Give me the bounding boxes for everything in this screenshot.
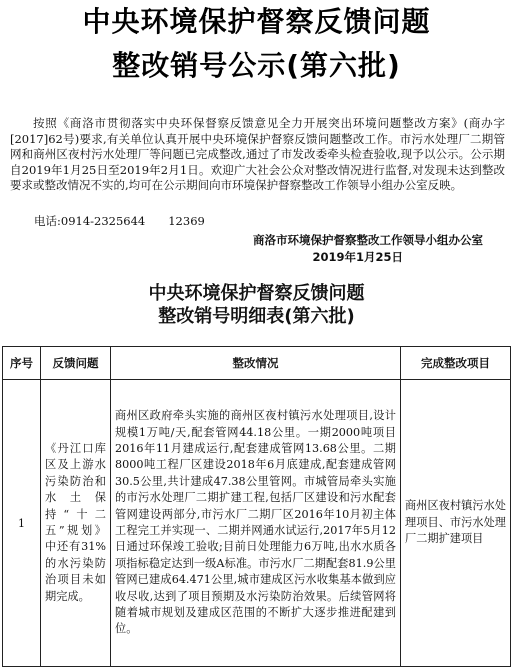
table-row (3, 380, 511, 667)
notice-body (10, 116, 505, 194)
column-header-feedback: 反馈问题 (41, 347, 111, 380)
row-seq: 1 (3, 380, 41, 667)
notice-paragraph: 按照《商洛市贯彻落实中央环保督察反馈意见全力开展突出环境问题整改方案》(商办字[2017]62号)要求,有关单位认真开展中央环境保护督察反馈问题整改工作。市污水处理厂二期管网和商州区夜村污水处理厂等问题已完成整改,通过了市发改委牵头检查验收,现予以公示。公示期自2019年1月25日至2019年2月1日。欢迎广大社会公众对整改情况进行监督,对发现未达到整改要求或整改情况不实的,均可在公示期间向市环境保护督察整改工作领导小组办公室反映。 (10, 116, 505, 192)
row-situation: 商州区政府牵头实施的商州区夜村镇污水处理项目,设计规模1万吨/天,配套管网44.18公里。一期2000吨项目2016年11月建成运行,配套建成管网13.68公里。二期8000吨工程厂区建设2018年6月底建成,配套建成管网30.5公里,共计建成47.38公里管网。市城管局牵头实施的市污水处理厂二期扩建工程,包括厂区建设和污水配套管网建设两部分,市污水厂二期厂区2016年10月初主体工程完工并实现一、二期并网通水试运行,2017年5月12日通过环保竣工验收;目前日处理能力6万吨,出水水质各项指标稳定达到一级A标准。市污水厂二期配套81.9公里管网已建成64.471公里,城市建成区污水收集基本做到应收尽收,达到了项目预期及水污染防治效果。后续管网将随着城市规划及建成区范围的不断扩大逐步推进配建到位。 (111, 380, 401, 667)
column-header-project: 完成整改项目 (401, 347, 511, 380)
table-header-row (3, 347, 511, 380)
table-title-line1: 中央环境保护督察反馈问题 (148, 283, 365, 304)
signature-date: 2019年1月25日 (312, 250, 403, 264)
rectification-detail-table (2, 346, 511, 667)
column-header-seq: 序号 (3, 347, 41, 380)
page-title-line2: 整改销号公示(第六批) (112, 49, 401, 82)
row-project: 商州区夜村镇污水处理项目、市污水处理厂二期扩建项目 (401, 380, 511, 667)
signature-organization: 商洛市环境保护督察整改工作领导小组办公室 (253, 233, 483, 247)
page-title-line1: 中央环境保护督察反馈问题 (82, 5, 431, 38)
contact-phone: 电话:0914-2325644 12369 (34, 214, 205, 228)
row-feedback: 《丹江口库区及上游水污染防治和水土保持“十二五”规划》中还有31%的水污染防治项目未如期完成。 (41, 380, 111, 667)
table-title-line2: 整改销号明细表(第六批) (158, 306, 355, 327)
column-header-situation: 整改情况 (111, 347, 401, 380)
